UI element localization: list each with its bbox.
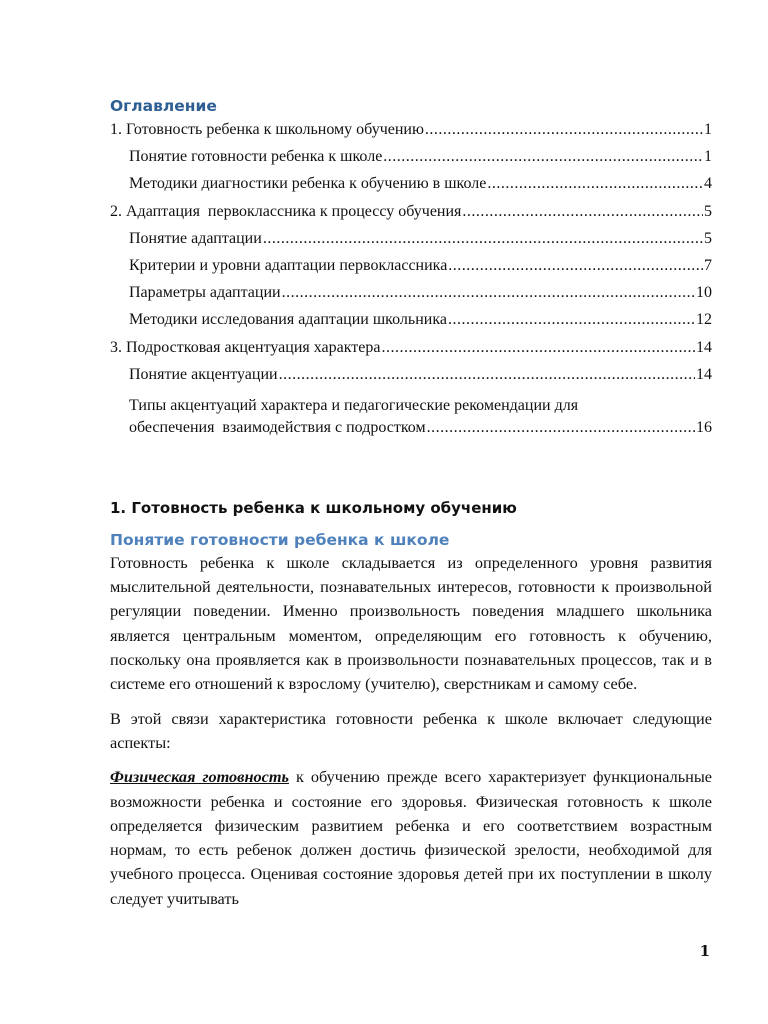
toc-entry[interactable] bbox=[110, 365, 712, 392]
table-of-contents bbox=[110, 120, 712, 440]
toc-heading: Оглавление bbox=[110, 97, 217, 115]
toc-entry-title-line2: обеспечения взаимодействия с подростком bbox=[129, 418, 426, 436]
toc-entry[interactable] bbox=[110, 202, 712, 229]
toc-leader-dots bbox=[487, 174, 703, 193]
toc-entry-title: 3. Подростковая акцентуация характера bbox=[110, 338, 381, 356]
toc-entry-page: 14 bbox=[696, 365, 712, 383]
toc-leader-dots bbox=[448, 310, 695, 329]
toc-leader-dots bbox=[282, 283, 695, 302]
toc-entry-page: 5 bbox=[704, 229, 712, 247]
body-paragraph: Готовность ребенка к школе складывается из определенного уровня развития мыслительной деятельности, познавательных интересов, готовности к произвольной регуляции поведении. Именно произвольность поведения младшего школьника является центральным моментом, определяющим его готовность к обучению, поскольку она проявляется как в произвольности познавательных процессов, так и в системе его отношений к взрослому (учителю), сверстникам и самому себе. bbox=[110, 552, 712, 694]
toc-leader-dots bbox=[427, 418, 695, 437]
document-page bbox=[110, 96, 712, 921]
toc-entry[interactable] bbox=[110, 310, 712, 337]
toc-entry-title-line1: Типы акцентуаций характера и педагогические рекомендации для bbox=[129, 396, 579, 414]
toc-leader-dots bbox=[462, 202, 703, 221]
toc-entry-title: Критерии и уровни адаптации первоклассника bbox=[129, 256, 448, 274]
toc-entry-page: 4 bbox=[704, 175, 712, 193]
toc-entry-title-line2-row bbox=[129, 418, 712, 440]
toc-entry-title: 1. Готовность ребенка к школьному обучению bbox=[110, 121, 424, 138]
toc-entry[interactable] bbox=[110, 396, 712, 440]
subsection-heading: Понятие готовности ребенка к школе bbox=[110, 530, 450, 549]
toc-leader-dots bbox=[263, 229, 703, 248]
toc-entry-title: Методики диагностики ребенка к обучению в школе bbox=[129, 175, 487, 193]
toc-leader-dots bbox=[279, 365, 695, 384]
toc-entry-page: 7 bbox=[704, 256, 712, 274]
toc-entry-page: 5 bbox=[704, 202, 712, 220]
toc-entry[interactable] bbox=[110, 229, 712, 256]
toc-entry-page: 1 bbox=[704, 148, 712, 166]
toc-entry[interactable] bbox=[110, 120, 712, 147]
toc-entry-page: 12 bbox=[696, 311, 712, 329]
toc-entry-page: 10 bbox=[696, 284, 712, 302]
toc-entry-title: Методики исследования адаптации школьника bbox=[129, 311, 447, 329]
toc-entry[interactable] bbox=[110, 256, 712, 283]
toc-entry-title: Понятие акцентуации bbox=[129, 365, 278, 383]
toc-entry-title: 2. Адаптация первоклассника к процессу обучения bbox=[110, 202, 462, 220]
body-paragraph bbox=[110, 765, 712, 911]
toc-entry-page: 14 bbox=[696, 338, 712, 356]
toc-entry-title: Параметры адаптации bbox=[129, 284, 281, 302]
toc-entry-page: 16 bbox=[696, 418, 712, 436]
emphasized-term: Физическая готовность bbox=[110, 767, 289, 787]
body-paragraph: В этой связи характеристика готовности ребенка к школе включает следующие аспекты: bbox=[110, 708, 712, 752]
toc-leader-dots bbox=[448, 256, 703, 275]
page-number: 1 bbox=[699, 942, 710, 960]
toc-entry[interactable] bbox=[110, 283, 712, 310]
toc-leader-dots bbox=[425, 120, 703, 139]
toc-entry[interactable] bbox=[110, 147, 712, 174]
toc-entry[interactable] bbox=[110, 174, 712, 201]
toc-entry-title: Понятие адаптации bbox=[129, 229, 262, 247]
toc-leader-dots bbox=[383, 147, 703, 166]
toc-leader-dots bbox=[382, 338, 696, 357]
toc-entry-title: Понятие готовности ребенка к школе bbox=[129, 148, 383, 166]
paragraph-text: к обучению прежде всего характеризует функциональные возможности ребенка и состояние его здоровья. Физическая готовность к школе определяется физическим развитием ребенка и его соответствием возрастным нормам, то есть ребенок должен достичь физической зрелости, необходимой для учебного процесса. Оценивая состояние здоровья детей при их поступлении в школу следует учитывать bbox=[110, 767, 713, 908]
toc-entry[interactable] bbox=[110, 338, 712, 365]
toc-entry-page: 1 bbox=[704, 121, 712, 138]
section-heading: 1. Готовность ребенка к школьному обучению bbox=[110, 498, 517, 517]
